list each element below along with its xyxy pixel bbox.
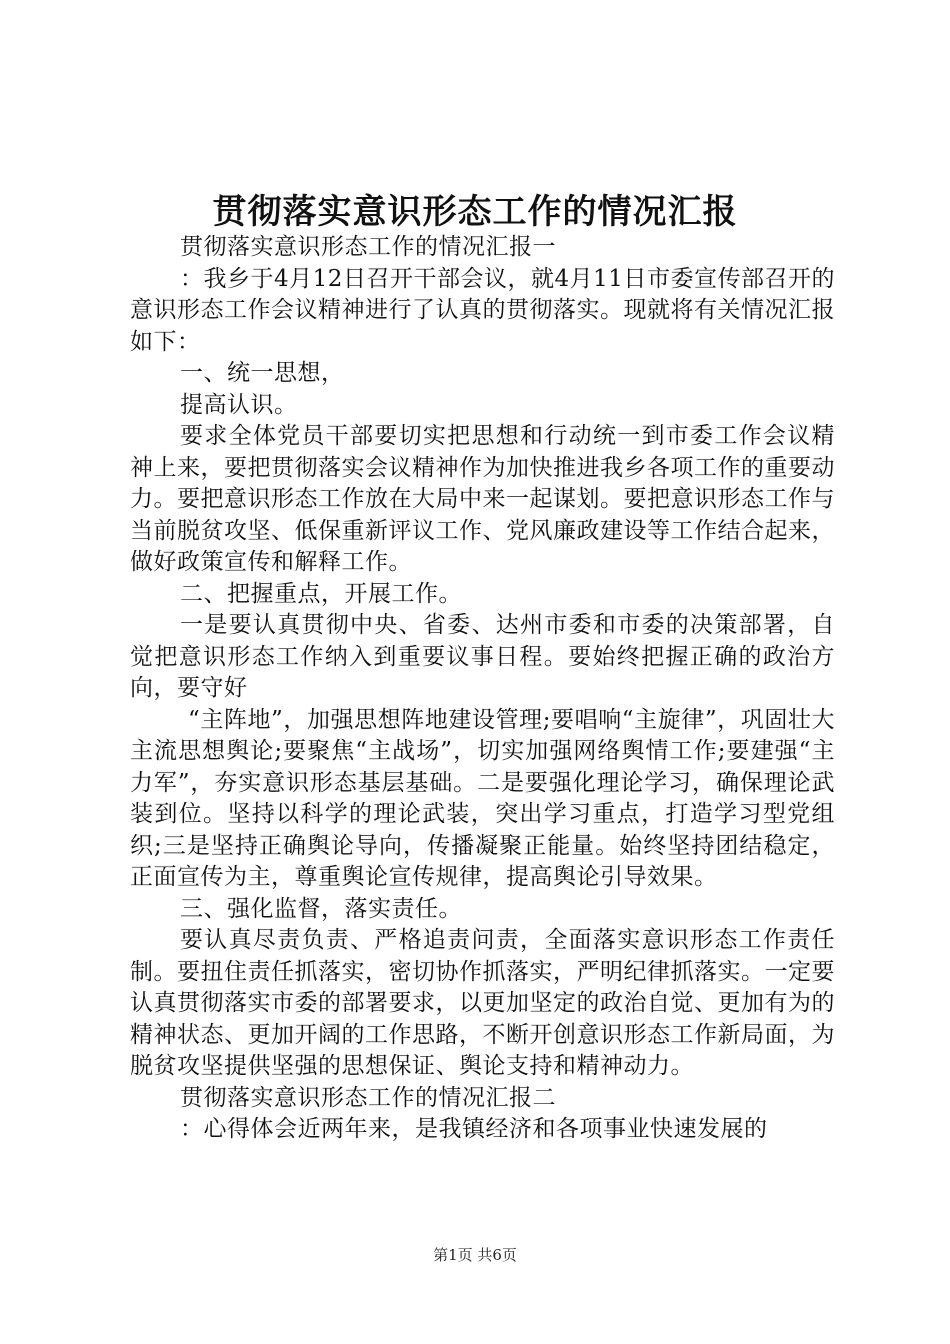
paragraph: 一是要认真贯彻中央、省委、达州市委和市委的决策部署，自觉把意识形态工作纳入到重要议事日程。要始终把握正确的政治方向，要守好	[130, 612, 835, 701]
paragraph: 贯彻落实意识形态工作的情况汇报一	[180, 234, 556, 260]
paragraph: 二、把握重点，开展工作。	[180, 580, 462, 607]
paragraph: 要求全体党员干部要切实把思想和行动统一到市委工作会议精神上来，要把贯彻落实会议精神作为加快推进我乡各项工作的重要动力。要把意识形态工作放在大局中来一起谋划。要把意识形态工作与当前脱贫攻坚、低保重新评议工作、党风廉政建设等工作结合起来，做好政策宣传和解释工作。	[130, 423, 835, 575]
paragraph: 三、强化监督，落实责任。	[180, 895, 462, 922]
paragraph: 要认真尽责负责、严格追责问责，全面落实意识形态工作责任制。要扭住责任抓落实，密切协作抓落实，严明纪律抓落实。一定要认真贯彻落实市委的部署要求，以更加坚定的政治自觉、更加有为的精神状态、更加开阔的工作思路，不断开创意识形态工作新局面，为脱贫攻坚提供坚强的思想保证、舆论支持和精神动力。	[130, 927, 835, 1079]
document-title: 贯彻落实意识形态工作的情况汇报	[212, 192, 738, 232]
page-footer: 第1页 共6页	[433, 1246, 517, 1264]
paragraph: 提高认识。	[180, 391, 298, 418]
paragraph: 贯彻落实意识形态工作的情况汇报二	[180, 1084, 556, 1111]
paragraph: ：我乡于4月12日召开干部会议，就4月11日市委宣传部召开的意识形态工作会议精神进行了认真的贯彻落实。现就将有关情况汇报如下：	[130, 265, 835, 355]
document-body	[130, 232, 835, 1146]
paragraph: ：心得体会近两年来，是我镇经济和各项事业快速发展的	[180, 1116, 768, 1142]
paragraph: “主阵地”，加强思想阵地建设管理;要唱响“主旋律”，巩固壮大主流思想舆论;要聚焦“主战场”，切实加强网络舆情工作;要建强“主力军”，夯实意识形态基层基础。二是要强化理论学习，确保理论武装到位。坚持以科学的理论武装，突出学习重点，打造学习型党组织;三是坚持正确舆论导向，传播凝聚正能量。始终坚持团结稳定，正面宣传为主，尊重舆论宣传规律，提高舆论引导效果。	[130, 706, 835, 890]
paragraph: 一、统一思想，	[180, 360, 345, 386]
